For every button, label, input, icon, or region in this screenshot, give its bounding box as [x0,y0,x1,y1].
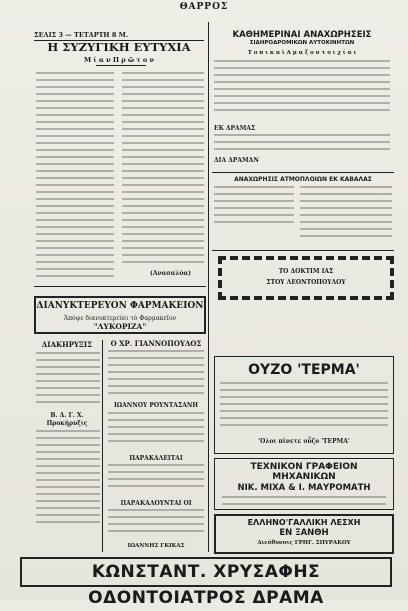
engineers-title1: ΤΕΧΝΙΚΟΝ ΓΡΑΦΕΙΟΝ [250,462,358,472]
doctor-paragraph: ΠΑΡΑΚΑΛΕΙΤΑΙ [129,455,183,462]
doctor-lines-2 [108,412,204,452]
doctor-secondary: ΙΩΑΝΝΟΥ ΡΟΥΝΤΑΣΑΝΗ [113,402,199,409]
column-rule [208,22,209,552]
story-column-left [36,72,114,282]
bus-ad-heading3: ΔΙΑ ΔΡΑΜΑΝ [214,157,259,164]
story-subtitle: Μ ί α ν Π ρ ῶ τ ο ν [83,56,155,64]
doctor-paragraph2: ΠΑΡΑΚΑΛΟΥΝΤΑΙ ΟΙ [120,500,192,507]
footer-ad: ΚΩΝΣΤΑΝΤ. ΧΡΥΣΑΦΗΣ ΟΔΟΝΤΟΙΑΤΡΟΣ ΔΡΑΜΑ [20,557,392,587]
doctor-lines-4 [108,509,204,539]
notices-title: ΔΙΑΚΗΡΥΞΙΣ [41,340,93,349]
school-title1: ΕΛΛΗΝΟ'ΓΑΛΛΙΚΗ ΛΕΣΧΗ [247,518,361,527]
notices-lines-1 [36,352,100,412]
title-rule [96,65,146,66]
pharmacy-title: ΔΙΑΝΥΚΤΕΡΕΥΟΝ ΦΑΡΜΑΚΕΙΟΝ [36,301,204,311]
doctor-signature: ΙΩΑΝΝΗΣ ΓΚΙΚΑΣ [127,543,185,549]
pharmacy-name: "ΛΥΚΟΡΙΖΑ" [93,322,147,331]
dateline: ΣΕΛΙΣ 3 — ΤΕΤΑΡΤΗ 8 Μ. [34,31,204,41]
school-director: Διεύθυνσις ΓΡΗΓ. ΣΠΥΡΑΚΟΥ [257,540,351,546]
engineers-lines [222,496,386,508]
story-column-right [122,72,204,270]
kavala-title: ΑΝΑΧΩΡΗΣΙΣ ΑΤΜΟΠΛΟΙΩΝ ΕΚ ΚΑΒΑΛΑΣ [234,176,372,183]
bus-ad-lines-2 [214,134,390,156]
ouzo-lines [220,382,388,430]
oil-ad-line2: ΣΤΟΥ ΛΕΟΝΤΟΠΟΥΛΟΥ [266,279,346,286]
notices-lines-2 [36,430,100,540]
doctor-lines-1 [108,350,204,398]
engineers-title2: ΜΗΧΑΝΙΚΩΝ [272,472,336,482]
pharmacy-line: Ἀπόψε διανυκτερεύει τὸ Φαρμακεῖον [63,315,177,322]
kavala-left-lines [214,186,294,226]
story-title: Η ΣΥΖΥΓΙΚΗ ΕΥΤΥΧΙΑ [47,40,191,54]
notices-dotted: Β. Δ. Γ. Χ. [50,412,84,419]
masthead: ΘΑΡΡΟΣ [179,2,229,12]
doctor-name: Ο ΧΡ. ΓΙΑΝΝΟΠΟΥΛΟΣ [110,339,202,348]
notices-sub: Προκήρυξις [46,420,88,427]
ouzo-title: ΟΥΖΟ 'ΤΕΡΜΑ' [248,362,360,378]
story-bottom-rule [34,286,206,287]
school-title2: ΕΝ ΞΑΝΘΗ [279,528,329,538]
story-signature: (Ανασαλόα) [150,270,191,277]
bus-ad-section: Τ ο π ι κ α ὶ Α μ α ξ ο σ τ ο ι χ ί α ι [247,50,357,56]
kavala-right-lines [300,186,392,246]
notices-rule [102,340,103,552]
oil-ad-frame [218,256,394,300]
bus-ad-rule [212,172,394,173]
bus-ad-subtitle: ΣΙΔΗΡΟΔΡΟΜΙΚΩΝ ΑΥΤΟΚΙΝΗΤΩΝ [249,40,355,46]
bus-ad-title: ΚΑΘΗΜΕΡΙΝΑΙ ΑΝΑΧΩΡΗΣΕΙΣ [232,30,372,40]
kavala-rule [212,250,394,251]
doctor-lines-3 [108,464,204,496]
engineers-names: ΝΙΚ. ΜΙΧΑ & Ι. ΜΑΥΡΟΜΑΤΗ [237,483,371,493]
bus-ad-heading2: ΕΚ ΔΡΑΜΑΣ [214,125,256,132]
bus-ad-lines [214,60,390,118]
oil-ad-line1: ΤΟ ΔΟΚΤΙΜ ΙΑΣ [278,268,334,275]
ouzo-line: 'Ολοι πίνετε οὖζο 'ΤΕΡΜΑ' [258,438,350,445]
